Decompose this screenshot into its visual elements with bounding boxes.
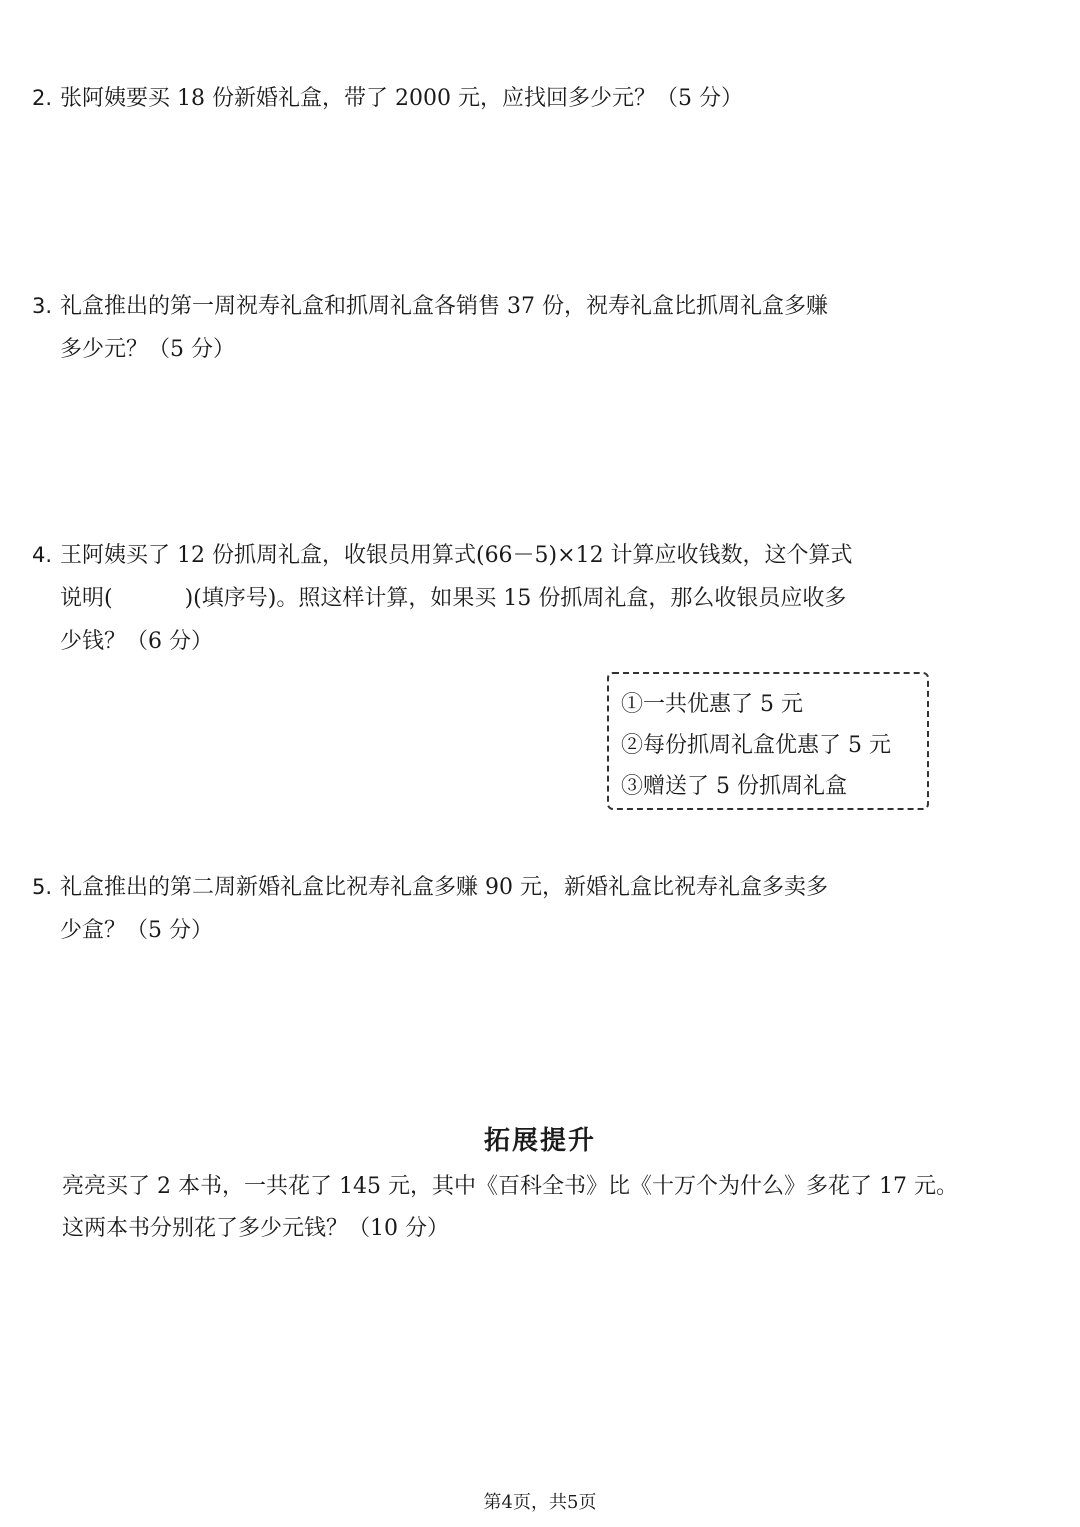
section-title: 拓展提升 — [483, 1126, 596, 1156]
question-number: 2. — [32, 86, 53, 110]
question-text: 张阿姨要买 18 份新婚礼盒，带了 2000 元，应找回多少元？（5 分） — [60, 86, 743, 111]
question-line — [32, 534, 952, 577]
option-1: ①一共优惠了 5 元 — [621, 692, 803, 717]
question-2 — [32, 77, 952, 120]
extension-question — [62, 1166, 962, 1250]
question-line — [32, 577, 952, 620]
question-number: 5. — [32, 875, 53, 899]
question-text: 说明( — [60, 586, 113, 611]
question-3 — [32, 285, 952, 371]
question-line: 少钱？（6 分） — [60, 629, 213, 654]
question-line: 多少元？（5 分） — [60, 337, 235, 362]
question-line — [32, 77, 952, 120]
question-line: 亮亮买了 2 本书，一共花了 145 元，其中《百科全书》比《十万个为什么》多花了 17 元。 — [62, 1174, 958, 1199]
question-line — [32, 285, 952, 328]
question-text: 礼盒推出的第二周新婚礼盒比祝寿礼盒多赚 90 元，新婚礼盒比祝寿礼盒多卖多 — [60, 875, 828, 900]
question-line: 少盒？（5 分） — [60, 918, 213, 943]
question-line — [32, 866, 952, 909]
question-line: 这两本书分别花了多少元钱？（10 分） — [62, 1216, 449, 1241]
question-4 — [32, 534, 952, 663]
options-box — [607, 672, 929, 810]
question-text: 王阿姨买了 12 份抓周礼盒，收银员用算式(66－5)×12 计算应收钱数，这个算式 — [60, 543, 853, 568]
question-text: )(填序号)。照这样计算，如果买 15 份抓周礼盒，那么收银员应收多 — [184, 586, 847, 611]
option-2: ②每份抓周礼盒优惠了 5 元 — [621, 733, 891, 758]
question-number: 4. — [32, 543, 53, 567]
page-footer: 第4页，共5页 — [483, 1492, 597, 1513]
option-3: ③赠送了 5 份抓周礼盒 — [621, 774, 847, 799]
question-text: 礼盒推出的第一周祝寿礼盒和抓周礼盒各销售 37 份，祝寿礼盒比抓周礼盒多赚 — [60, 294, 828, 319]
question-5 — [32, 866, 952, 952]
question-number: 3. — [32, 294, 53, 318]
